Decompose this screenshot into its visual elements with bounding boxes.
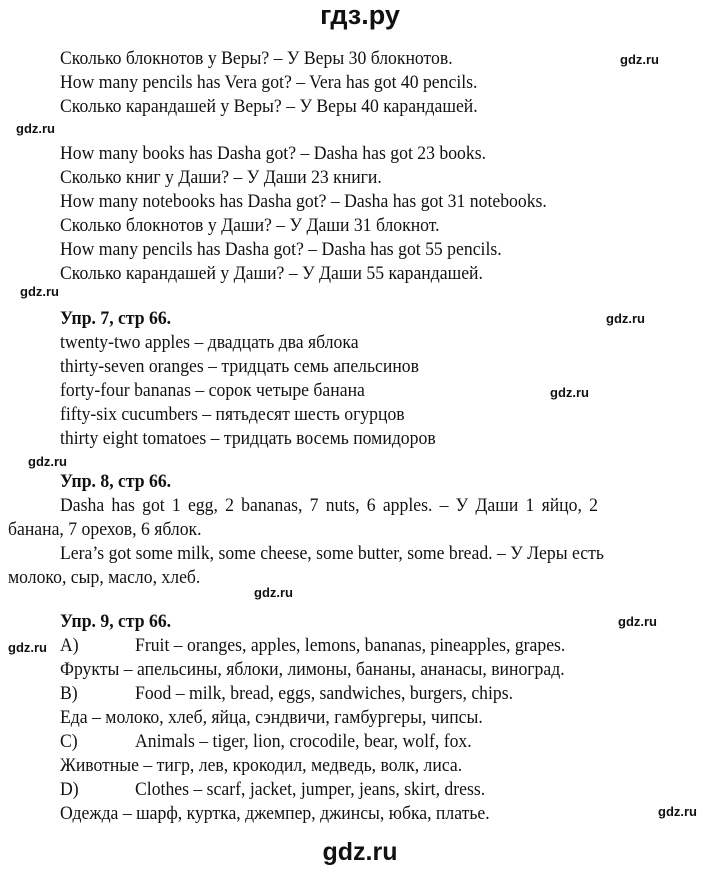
footer-logo: gdz.ru: [322, 838, 398, 866]
paragraph-line: Dasha has got 1 egg, 2 bananas, 7 nuts, 6 apples. – У Даши 1 яйцо, 2: [60, 495, 598, 516]
paragraph-line: Lera’s got some milk, some cheese, some butter, some bread. – У Леры есть: [60, 543, 604, 564]
list-item-ru: Еда – молоко, хлеб, яйца, сэндвичи, гамбургеры, чипсы.: [60, 707, 483, 728]
site-title: гдз.ру: [320, 0, 400, 30]
list-item-label: D): [60, 779, 79, 800]
list-item-ru: Фрукты – апельсины, яблоки, лимоны, бананы, ананасы, виноград.: [60, 659, 565, 680]
text-line: How many pencils has Vera got? – Vera has got 40 pencils.: [60, 72, 478, 93]
watermark: gdz.ru: [658, 804, 697, 819]
text-line: Сколько блокнотов у Веры? – У Веры 30 блокнотов.: [60, 48, 453, 69]
text-line: How many notebooks has Dasha got? – Dasha has got 31 notebooks.: [60, 191, 547, 212]
watermark: gdz.ru: [606, 311, 645, 326]
text-line: thirty-seven oranges – тридцать семь апельсинов: [60, 356, 419, 377]
paragraph-line: банана, 7 орехов, 6 яблок.: [8, 519, 202, 540]
text-line: How many pencils has Dasha got? – Dasha has got 55 pencils.: [60, 239, 502, 260]
list-item-en: Animals – tiger, lion, crocodile, bear, wolf, fox.: [135, 731, 472, 752]
watermark: gdz.ru: [16, 121, 55, 136]
watermark: gdz.ru: [8, 640, 47, 655]
list-item-label: A): [60, 635, 79, 656]
text-line: Сколько карандашей у Веры? – У Веры 40 карандашей.: [60, 96, 478, 117]
list-item-en: Fruit – oranges, apples, lemons, bananas, pineapples, grapes.: [135, 635, 566, 656]
paragraph-line: молоко, сыр, масло, хлеб.: [8, 567, 201, 588]
text-line: forty-four bananas – сорок четыре банана: [60, 380, 365, 401]
text-line: Сколько карандашей у Даши? – У Даши 55 карандашей.: [60, 263, 483, 284]
list-item-label: B): [60, 683, 78, 704]
text-line: Сколько книг у Даши? – У Даши 23 книги.: [60, 167, 382, 188]
list-item-ru: Животные – тигр, лев, крокодил, медведь, волк, лиса.: [60, 755, 463, 776]
watermark: gdz.ru: [620, 52, 659, 67]
exercise-8-heading: Упр. 8, стр 66.: [60, 471, 172, 492]
text-line: fifty-six cucumbers – пятьдесят шесть огурцов: [60, 404, 405, 425]
watermark: gdz.ru: [20, 284, 59, 299]
text-line: thirty eight tomatoes – тридцать восемь помидоров: [60, 428, 436, 449]
list-item-ru: Одежда – шарф, куртка, джемпер, джинсы, юбка, платье.: [60, 803, 490, 824]
list-item-label: C): [60, 731, 78, 752]
exercise-7-heading: Упр. 7, стр 66.: [60, 308, 172, 329]
text-line: How many books has Dasha got? – Dasha has got 23 books.: [60, 143, 486, 164]
watermark: gdz.ru: [254, 585, 293, 600]
watermark: gdz.ru: [28, 454, 67, 469]
text-line: Сколько блокнотов у Даши? – У Даши 31 блокнот.: [60, 215, 440, 236]
list-item-en: Food – milk, bread, eggs, sandwiches, burgers, chips.: [135, 683, 514, 704]
watermark: gdz.ru: [618, 614, 657, 629]
exercise-9-heading: Упр. 9, стр 66.: [60, 611, 172, 632]
watermark: gdz.ru: [550, 385, 589, 400]
text-line: twenty-two apples – двадцать два яблока: [60, 332, 359, 353]
list-item-en: Clothes – scarf, jacket, jumper, jeans, skirt, dress.: [135, 779, 486, 800]
